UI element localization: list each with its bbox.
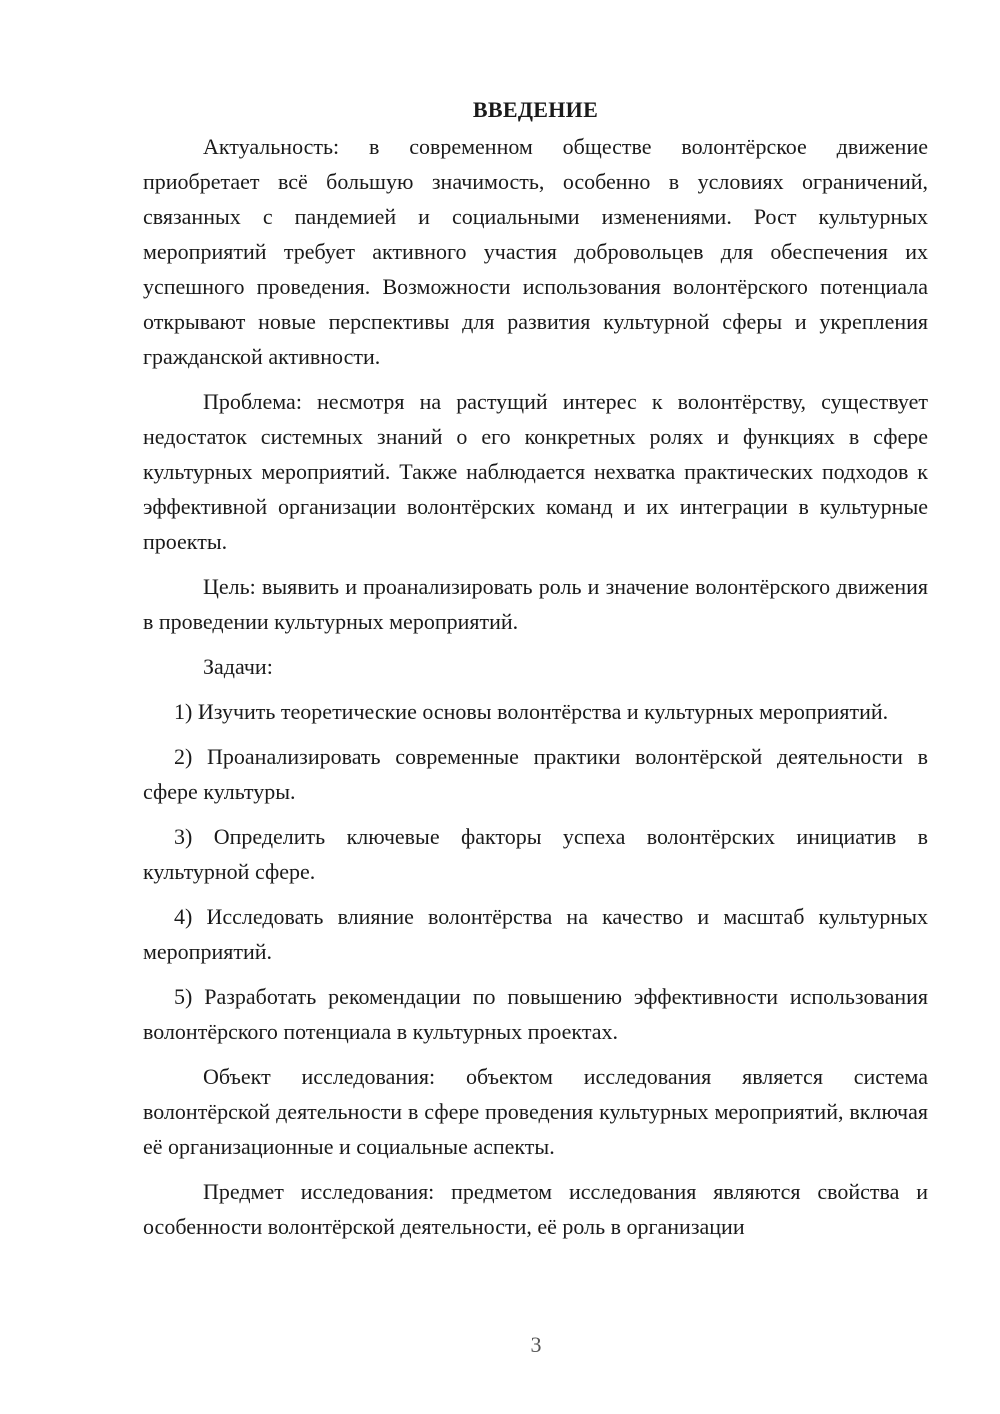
page-number: 3	[530, 1332, 542, 1357]
section-heading: ВВЕДЕНИЕ	[472, 97, 599, 122]
tasks-label: Задачи:	[203, 654, 273, 679]
task-item-2: 2) Проанализировать современные практики волонтёрской деятельности в сфере культуры.	[143, 744, 928, 804]
paragraph-object: Объект исследования: объектом исследования является система волонтёрской деятельности в сфере проведения культурных мероприятий, включая её организационные и социальные аспекты.	[143, 1064, 928, 1159]
paragraph-relevance: Актуальность: в современном обществе волонтёрское движение приобретает всё большую значимость, особенно в условиях ограничений, связанных с пандемией и социальными изменениями. Рост культурных мероприятий требует активного участия добровольцев для обеспечения их успешного проведения. Возможности использования волонтёрского потенциала открывают новые перспективы для развития культурной сферы и укрепления гражданской активности.	[143, 134, 928, 369]
document-page	[143, 92, 928, 1254]
task-item-3: 3) Определить ключевые факторы успеха волонтёрских инициатив в культурной сфере.	[143, 824, 928, 884]
task-item-4: 4) Исследовать влияние волонтёрства на качество и масштаб культурных мероприятий.	[143, 904, 928, 964]
paragraph-subject: Предмет исследования: предметом исследования являются свойства и особенности волонтёрской деятельности, её роль в организации	[143, 1179, 928, 1239]
paragraph-goal: Цель: выявить и проанализировать роль и значение волонтёрского движения в проведении культурных мероприятий.	[143, 574, 928, 634]
paragraph-problem: Проблема: несмотря на растущий интерес к волонтёрству, существует недостаток системных знаний о его конкретных ролях и функциях в сфере культурных мероприятий. Также наблюдается нехватка практических подходов к эффективной организации волонтёрских команд и их интеграции в культурные проекты.	[143, 389, 928, 554]
task-item-5: 5) Разработать рекомендации по повышению эффективности использования волонтёрского потенциала в культурных проектах.	[143, 984, 928, 1044]
task-item-1: 1) Изучить теоретические основы волонтёрства и культурных мероприятий.	[174, 699, 889, 724]
